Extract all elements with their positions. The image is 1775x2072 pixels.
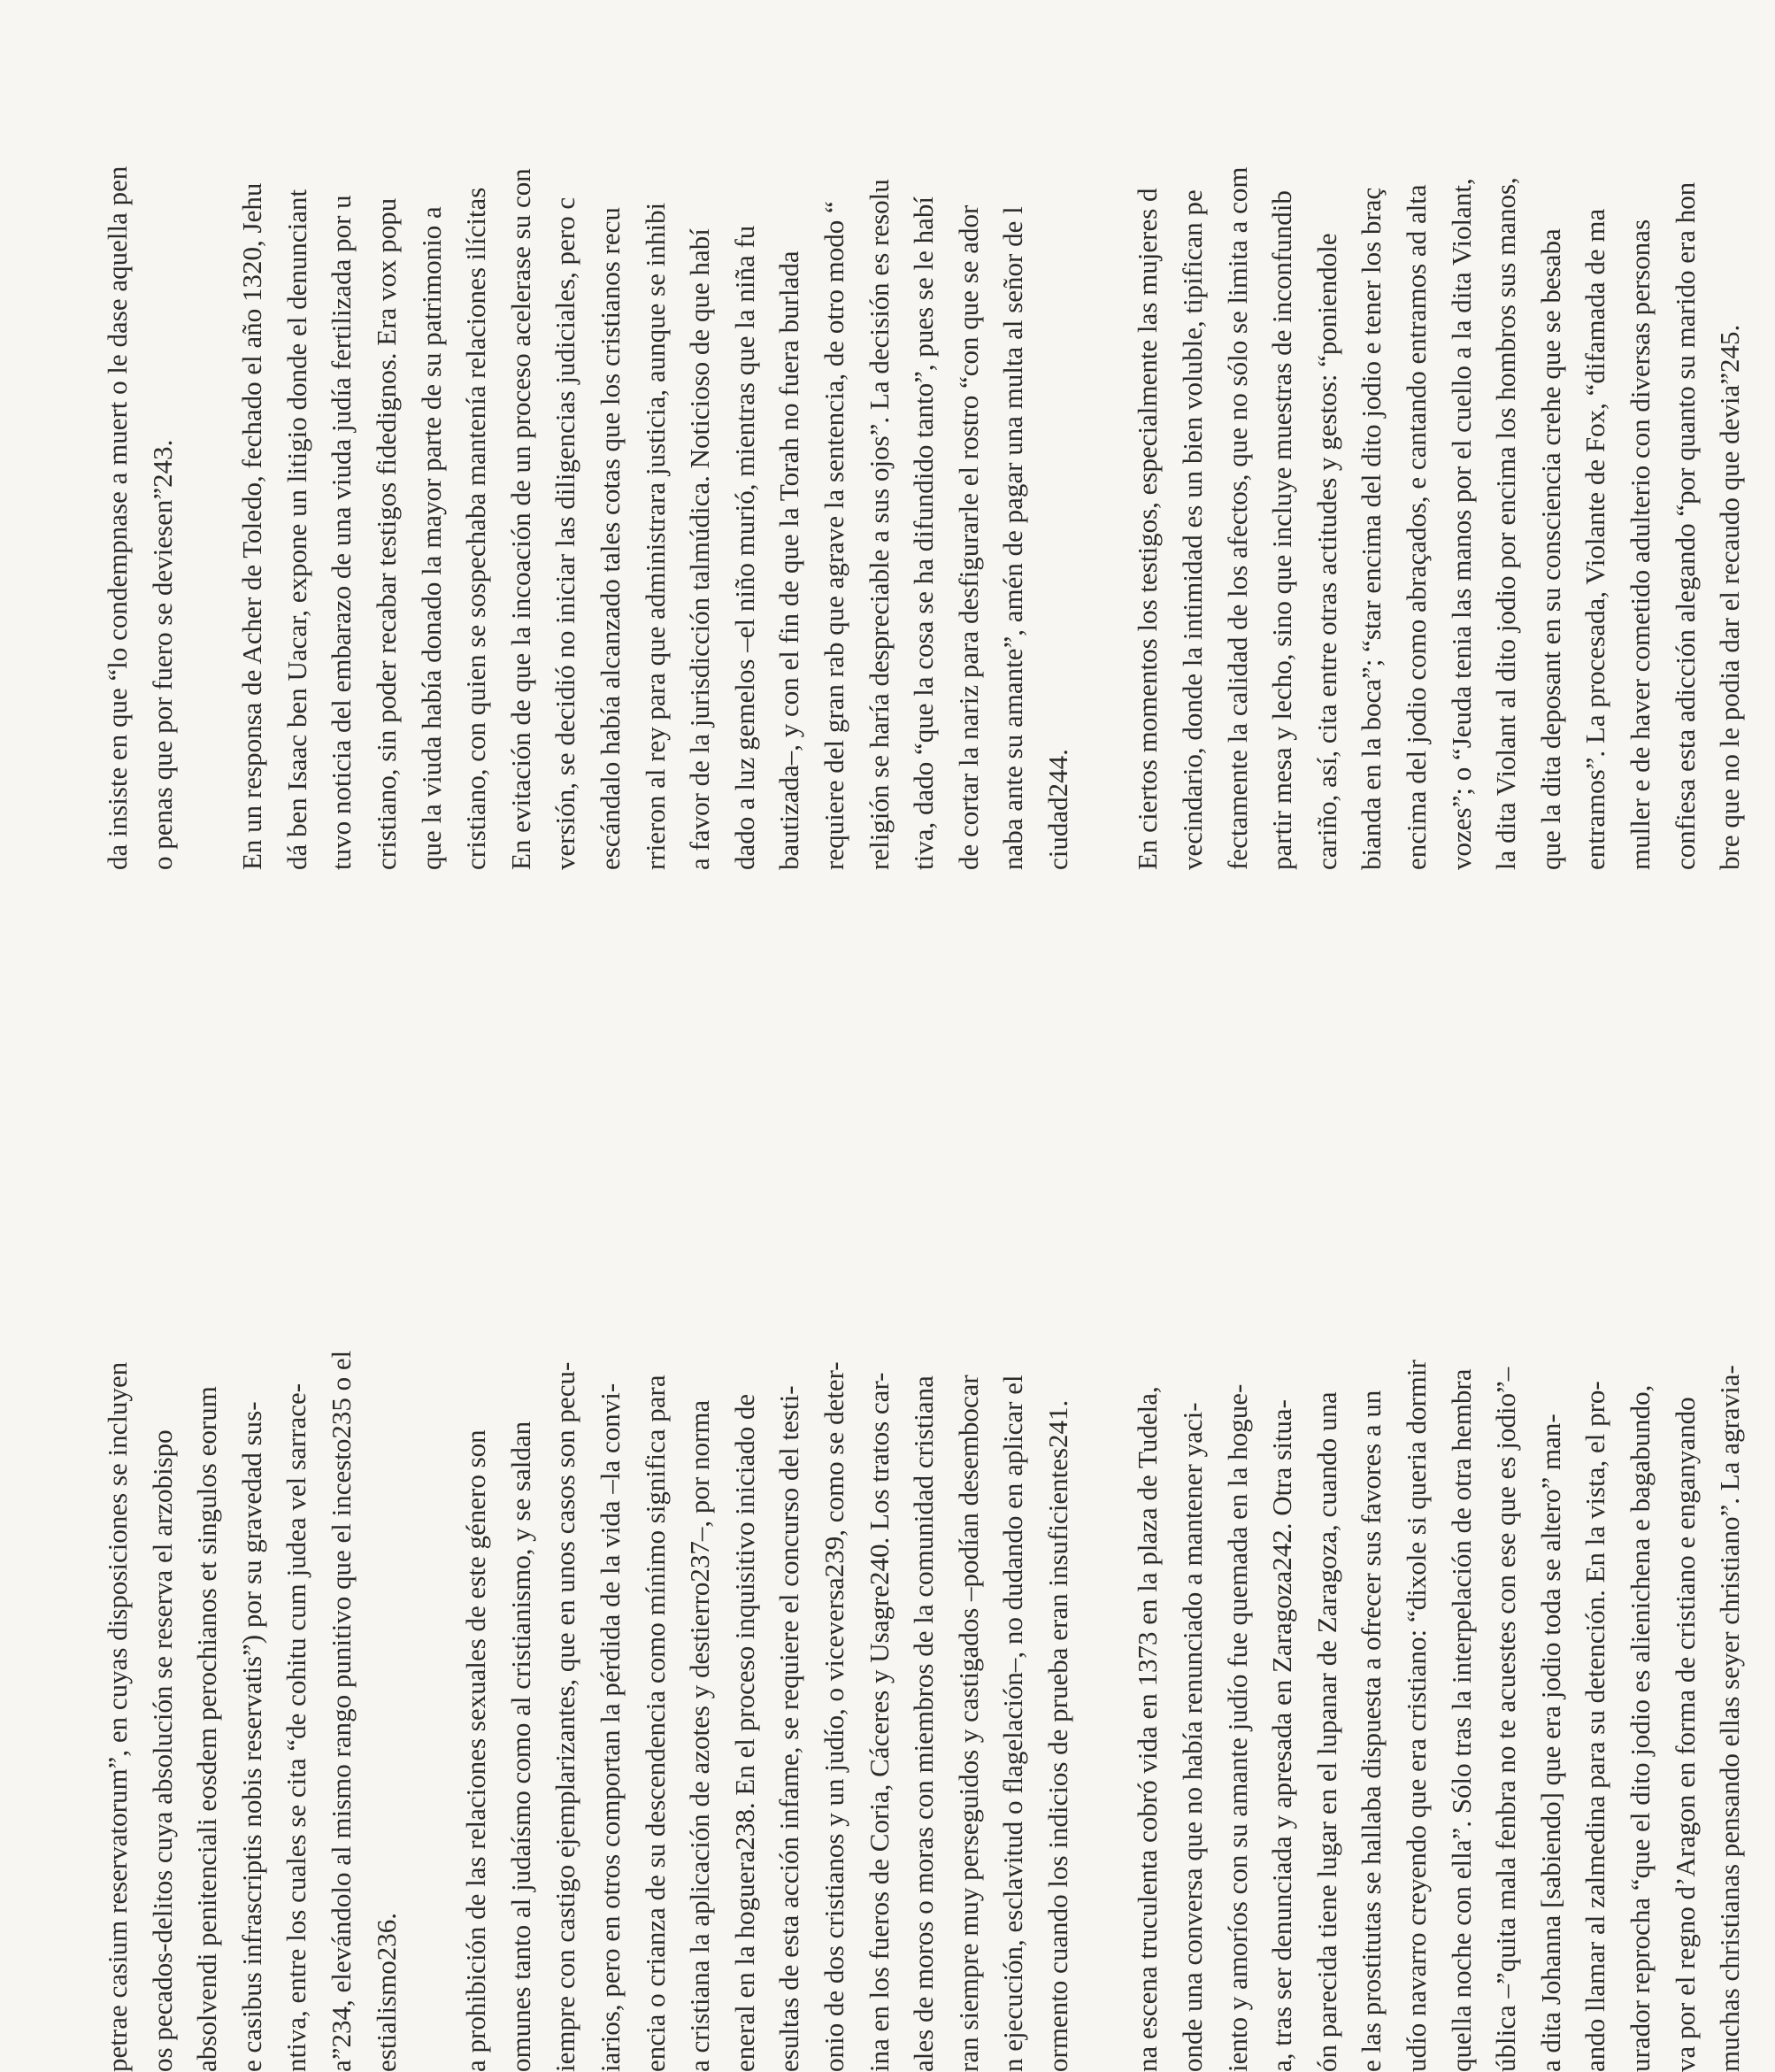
text-line: confiesa esta adicción alegando “por quanto su marido era hon [1669, 181, 1701, 870]
paragraph [454, 1178, 1080, 2072]
text-line: da insiste en que “lo condempnase a muert o le dase aquella pen [102, 166, 133, 870]
text-line: requiere del gran rab que agrave la sentencia, de otro modo “ [818, 201, 849, 870]
text-line: ran siempre muy perseguidos y castigados –podían desembocar [952, 1375, 984, 2072]
text-line: iarios, pero en otros comportan la pérdida de la vida –la convi- [594, 1383, 626, 2072]
text-line: e las prostitutas se hallaba dispuesta a ofrecer sus favores a un [1356, 1390, 1387, 2072]
text-line: iento y amoríos con su amante judío fue quemada en la hogue- [1221, 1383, 1253, 2072]
text-line: ntiva, entre los cuales se cita “de cohitu cum judea vel sarrace- [280, 1383, 312, 2072]
right-column [96, 0, 1775, 870]
text-line: En un responsa de Acher de Toledo, fechado el año 1320, Jehu [236, 182, 268, 870]
text-line: estialismo236. [370, 1913, 402, 2072]
paragraph [1126, 0, 1752, 870]
text-line: onio de dos cristianos y un judío, o viceversa239, como se deter- [818, 1361, 849, 2072]
text-line: tiva, dado “que la cosa se ha difundido tanto”, pues se le habí [908, 196, 940, 870]
text-line: eneral en la hoguera238. En el proceso inquisitivo iniciado de [728, 1393, 760, 2072]
text-line: n ejecución, esclavitud o flagelación–, no dudando en aplicar el [997, 1375, 1029, 2072]
text-line: a prohibición de las relaciones sexuales de este género son [460, 1429, 492, 2072]
text-line: En evitación de que la incoación de un proceso acelerase su con [504, 168, 536, 870]
left-column [96, 1178, 1775, 2072]
text-line: bautizada–, y con el fin de que la Torah no fuera burlada [773, 250, 805, 870]
text-line: iempre con castigo ejemplarizantes, que en unos casos son pecu- [549, 1361, 581, 2072]
text-line: que la viuda había donado la mayor parte de su patrimonio a [415, 206, 447, 870]
paragraph [96, 0, 185, 870]
paragraph [230, 0, 1080, 870]
text-line: a”234, elevándolo al mismo rango punitivo que el incesto235 o el [325, 1350, 357, 2072]
text-line: va por el regno d’Aragon en forma de cristiano e enganyando [1669, 1397, 1701, 2072]
text-line: cristiano, con quien se sospechaba mantenía relaciones ilícitas [460, 187, 492, 870]
text-line: urador reprocha “que el dito jodio es alienichena e bagabundo, [1625, 1384, 1656, 2072]
text-line: absolvendi penitenciali eosdem perochianos et singulos eorum [191, 1386, 223, 2072]
text-line: bre que no le podia dar el recaudo que devia”245. [1714, 324, 1746, 870]
text-line: udío navarro creyendo que era cristiano: “dixole si queria dormir [1401, 1360, 1433, 2072]
text-line: os pecados-delitos cuya absolución se reserva el arzobispo [146, 1429, 178, 2072]
text-line: versión, se decidió no iniciar las diligencias judiciales, pero c [549, 196, 581, 870]
text-line: naba ante su amante”, amén de pagar una multa al señor de l [997, 206, 1029, 870]
text-line: e casibus infrascriptis nobis reservatis”) por su gravedad sus- [235, 1401, 267, 2072]
text-line: que la dita deposant en su consciencia crehe que se besaba [1534, 228, 1566, 870]
text-line: religión se haría despreciable a sus ojos”. La decisión es resolu [863, 179, 895, 870]
text-line: entramos”. La procesada, Violante de Fox, “difamada de ma [1579, 208, 1611, 870]
text-line: ón parecida tiene lugar en el lupanar de Zaragoza, cuando una [1310, 1391, 1342, 2072]
text-line: rrieron al rey para que administrara justicia, aunque se inhibi [639, 202, 671, 870]
text-line: vecindario, donde la intimidad es un bien voluble, tipifican pe [1177, 189, 1209, 870]
text-line: na escena truculenta cobró vida en 1373 en la plaza de Tudela, [1132, 1386, 1164, 2072]
text-line: ales de moros o moras con miembros de la comunidad cristiana [908, 1375, 940, 2072]
text-line: escándalo había alcanzado tales cotas que los cristianos recu [594, 207, 626, 870]
text-line: a dita Johanna [sabiendo] que era jodio toda se altero” man- [1534, 1413, 1566, 2072]
text-line: muchas christianas pensando ellas seyer christiano”. La agravia- [1714, 1365, 1746, 2072]
text-line: de cortar la nariz para desfigurarle el rostro “con que se ador [952, 204, 984, 870]
text-line: dá ben Isaac ben Uacar, expone un litigio donde el denunciant [280, 189, 312, 870]
text-line: muller e de haver cometido adulterio con diversas personas [1625, 219, 1656, 870]
text-line: quella noche con ella”. Sólo tras la interpelación de otra hembra [1445, 1368, 1477, 2072]
text-line: ormento cuando los indicios de prueba eran insuficientes241. [1041, 1399, 1073, 2072]
text-line: ando llamar al zalmedina para su detención. En la vista, el pro- [1579, 1381, 1611, 2072]
text-line: a favor de la jurisdicción talmúdica. Noticioso de que habí [684, 228, 716, 870]
text-line: a cristiana la aplicación de azotes y destierro237–, por norma [684, 1399, 716, 2072]
text-line: petrae casium reservatorum”, en cuyas disposiciones se incluyen [102, 1361, 133, 2072]
text-line: onde una conversa que no había renunciado a mantener yaci- [1177, 1402, 1209, 2072]
text-line: encia o crianza de su descendencia como mínimo significa para [639, 1375, 671, 2072]
text-line: ública –”quita mala fenbra no te acuestes con ese que es jodio”– [1490, 1367, 1522, 2072]
paragraph [1126, 1178, 1752, 2072]
text-line: cariño, así, cita entre otras actitudes y gestos: “poniendole [1310, 233, 1342, 870]
text-line: omunes tanto al judaísmo como al cristianismo, y se saldan [504, 1421, 536, 2072]
paragraph [96, 1178, 409, 2072]
text-line: tuvo noticia del embarazo de una viuda judía fertilizada por u [326, 195, 357, 870]
text-line: vozes”; o “Jeuda tenia las manos por el cuello a la dita Violant, [1445, 178, 1477, 870]
text-line: ciudad244. [1041, 749, 1073, 870]
text-line: o penas que por fuero se deviesen”243. [146, 439, 178, 870]
text-line: encima del jodio como abraçados, e cantando entramos ad alta [1401, 184, 1433, 870]
text-line: a, tras ser denunciada y apresada en Zaragoza242. Otra situa- [1266, 1399, 1298, 2072]
text-line: cristiano, sin poder recabar testigos fidedignos. Era vox popu [370, 197, 402, 870]
text-line: ina en los fueros de Coria, Cáceres y Usagre240. Los tratos car- [863, 1372, 895, 2072]
text-line: bianda en la boca”; “star encima del dito jodio e tener los braç [1356, 187, 1387, 870]
text-line: partir mesa y lecho, sino que incluye muestras de inconfundib [1266, 190, 1298, 870]
text-line: fectamente la calidad de los afectos, que no sólo se limita a com [1221, 166, 1253, 870]
text-line: dado a luz gemelos –el niño murió, mientras que la niña fu [728, 225, 760, 870]
text-line: En ciertos momentos los testigos, especialmente las mujeres d [1132, 188, 1164, 870]
text-line: esultas de esta acción infame, se requiere el concurso del testi- [773, 1385, 805, 2072]
text-line: la dita Violant al dito jodio por encima los hombros sus manos, [1490, 177, 1522, 870]
